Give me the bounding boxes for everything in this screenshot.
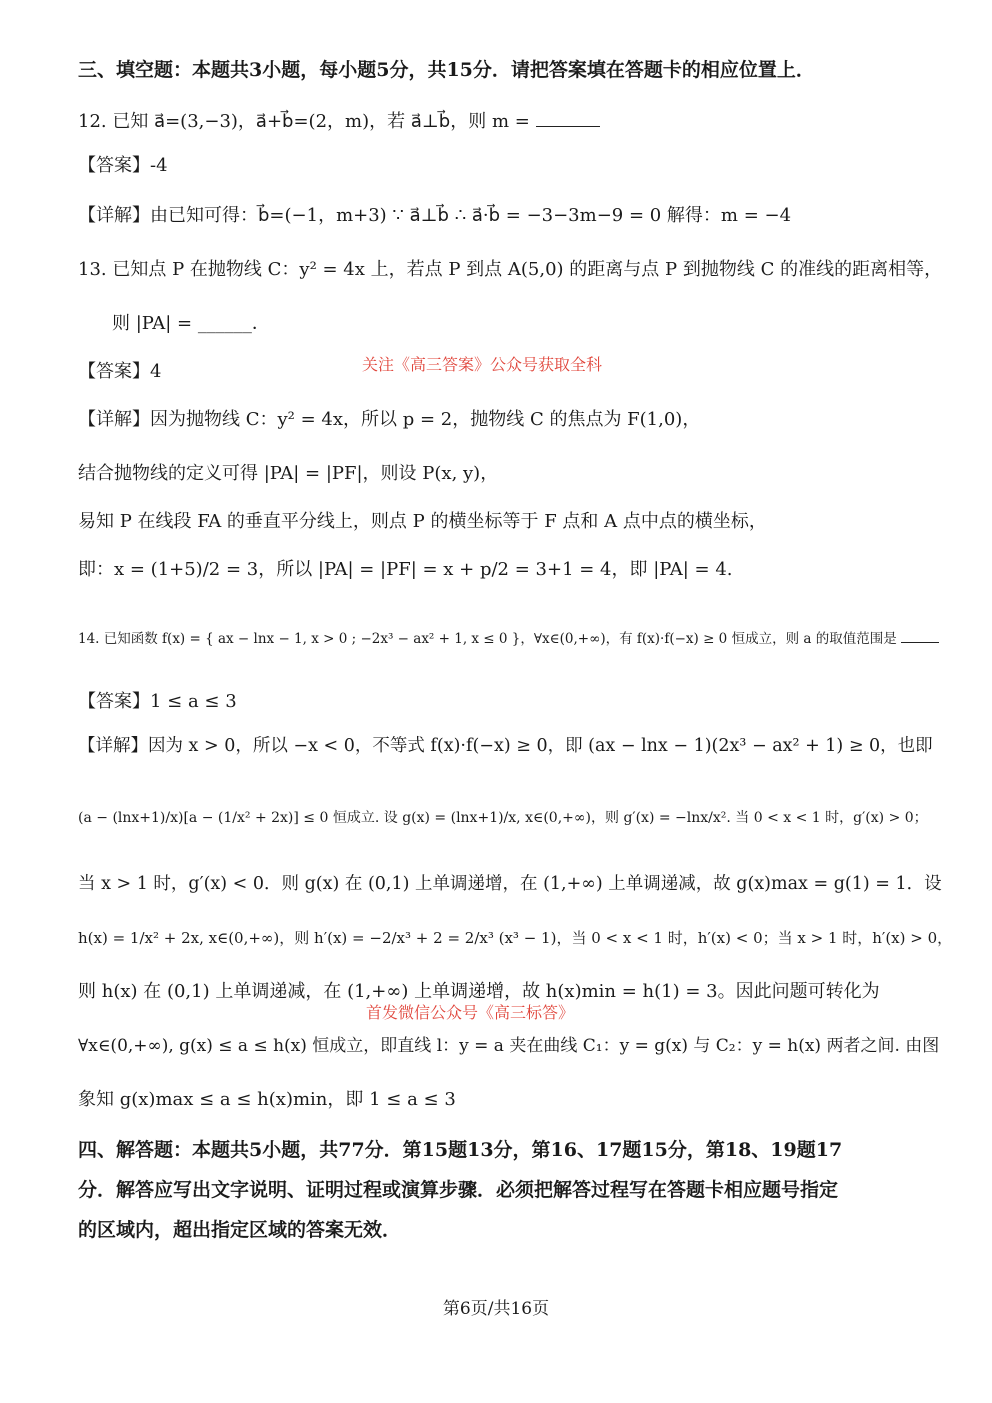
q14-question: 14. 已知函数 f(x) = { ax − lnx − 1, x > 0 ; −2x³ − ax² + 1, x ≤ 0 }，∀x∈(0,+∞)，有 f(x)·f(−x) ≥ 0 恒成立，则 a 的取值范围是 — [78, 624, 932, 653]
q14-detail-line7: 象知 g(x)max ≤ a ≤ h(x)min，即 1 ≤ a ≤ 3 — [78, 1089, 456, 1110]
q12-answer: 【答案】-4 — [78, 155, 168, 176]
page-footer: 第6页/共16页 — [442, 1299, 550, 1319]
watermark-1: 关注《高三答案》公众号获取全科 — [362, 355, 603, 374]
watermark-2: 首发微信公众号《高三标答》 — [366, 1003, 575, 1022]
q12-detail: 【详解】由已知可得：b⃗=(−1，m+3) ∵ a⃗⊥b⃗ ∴ a⃗·b⃗ = −3−3m−9 = 0 解得：m = −4 — [78, 205, 792, 226]
q13-detail-line2: 结合抛物线的定义可得 |PA| = |PF|，则设 P(x, y)， — [78, 463, 499, 484]
q14-detail-line3: 当 x > 1 时，g′(x) < 0．则 g(x) 在 (0,1) 上单调递增，在 (1,+∞) 上单调递减，故 g(x)max = g(1) = 1．设 — [78, 874, 942, 894]
section3-heading: 三、填空题：本题共3小题，每小题5分，共15分．请把答案填在答题卡的相应位置上． — [78, 59, 815, 81]
q14-detail-line4: h(x) = 1/x² + 2x, x∈(0,+∞)，则 h′(x) = −2/x³ + 2 = 2/x³ (x³ − 1)，当 0 < x < 1 时，h′(x) < 0；当 x > 1 时，h′(x) > 0， — [78, 929, 953, 947]
q14-answer: 【答案】1 ≤ a ≤ 3 — [78, 691, 237, 712]
q13-detail-line4: 即：x = (1+5)/2 = 3，所以 |PA| = |PF| = x + p/2 = 3+1 = 4，即 |PA| = 4. — [78, 559, 733, 580]
section4-line1: 四、解答题：本题共5小题，共77分．第15题13分，第16、17题15分，第18、19题17 — [78, 1139, 843, 1161]
q14-detail-line5: 则 h(x) 在 (0,1) 上单调递减，在 (1,+∞) 上单调递增，故 h(x)min = h(1) = 3。因此问题可转化为 — [78, 981, 880, 1002]
q13-answer: 【答案】4 — [78, 361, 162, 382]
q14-detail-line6: ∀x∈(0,+∞), g(x) ≤ a ≤ h(x) 恒成立，即直线 l：y = a 夹在曲线 C₁：y = g(x) 与 C₂：y = h(x) 两者之间. 由图 — [78, 1036, 940, 1056]
answer-blank — [901, 624, 939, 643]
q13-question-line2: 则 |PA| = ______． — [112, 313, 270, 334]
section4-line2: 分．解答应写出文字说明、证明过程或演算步骤．必须把解答过程写在答题卡相应题号指定 — [78, 1179, 839, 1201]
q13-detail-line3: 易知 P 在线段 FA 的垂直平分线上，则点 P 的横坐标等于 F 点和 A 点中点的横坐标， — [78, 511, 767, 532]
answer-blank — [536, 108, 600, 127]
q13-detail-line1: 【详解】因为抛物线 C：y² = 4x，所以 p = 2，抛物线 C 的焦点为 F(1,0)， — [78, 409, 701, 430]
q12-question: 12. 已知 a⃗=(3,−3)，a⃗+b⃗=(2，m)，若 a⃗⊥b⃗，则 m = — [78, 108, 932, 136]
q14-detail-line2: (a − (lnx+1)/x)[a − (1/x² + 2x)] ≤ 0 恒成立. 设 g(x) = (lnx+1)/x, x∈(0,+∞)，则 g′(x) = −lnx/x². 当 0 < x < 1 时，g′(x) > 0； — [78, 810, 928, 826]
section4-line3: 的区域内，超出指定区域的答案无效． — [78, 1219, 402, 1241]
q14-detail-line1: 【详解】因为 x > 0，所以 −x < 0，不等式 f(x)·f(−x) ≥ 0，即 (ax − lnx − 1)(2x³ − ax² + 1) ≥ 0，也即 — [78, 736, 933, 756]
q13-question-line1: 13. 已知点 P 在抛物线 C：y² = 4x 上，若点 P 到点 A(5,0) 的距离与点 P 到抛物线 C 的准线的距离相等， — [78, 259, 943, 280]
